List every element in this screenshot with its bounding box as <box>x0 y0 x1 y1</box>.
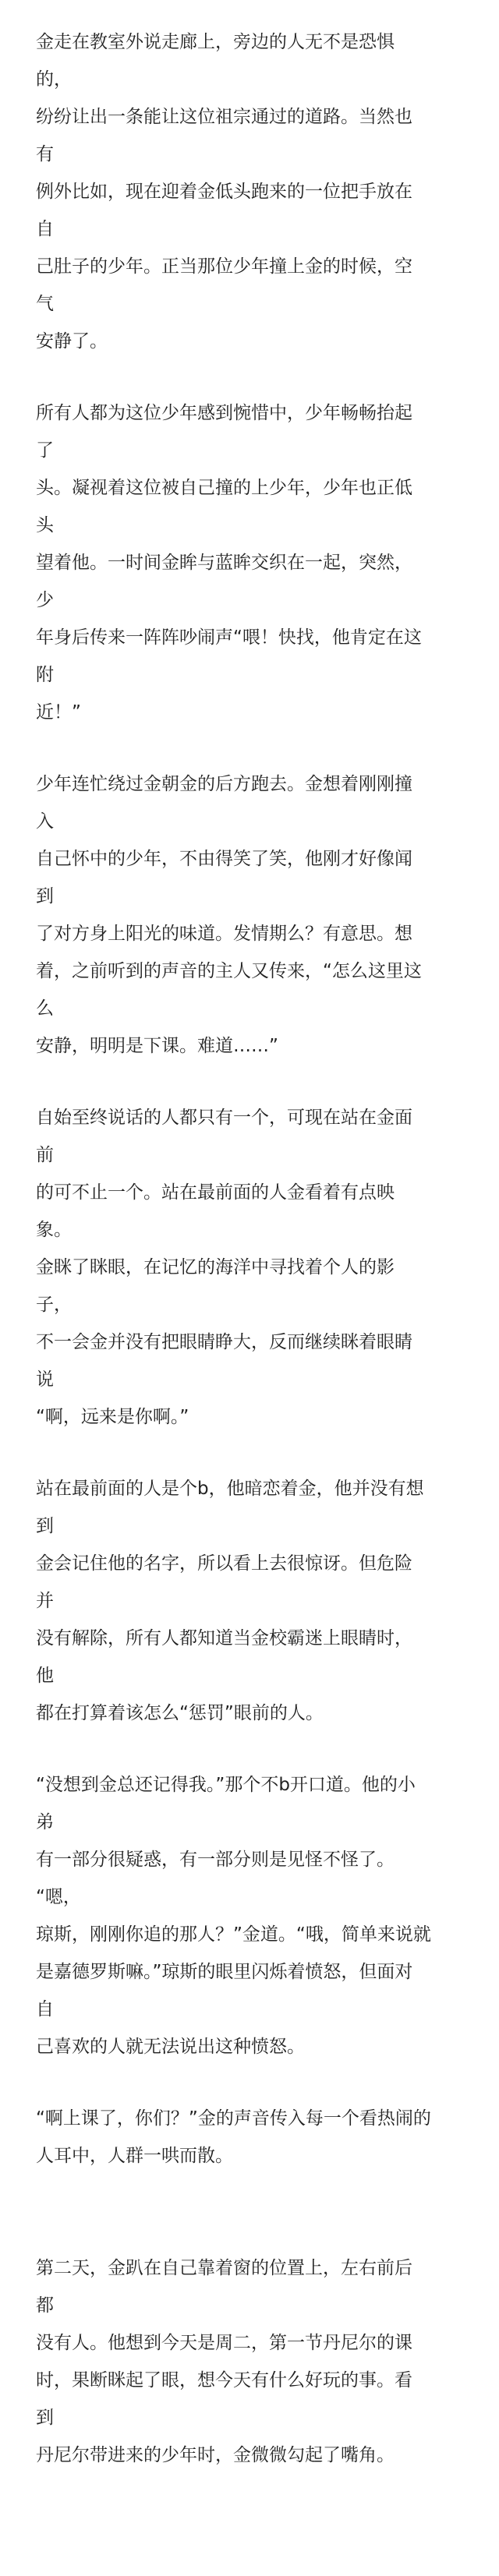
paragraph-1 <box>36 23 465 360</box>
text-line: 安静，明明是下课。难道……” <box>36 1036 278 1056</box>
paragraph-7 <box>36 2100 465 2175</box>
text-line: “没想到金总还记得我。”那个不b开口道。他的小 <box>36 1775 416 1795</box>
text-line: 都 <box>36 2295 54 2316</box>
text-line: 少年连忙绕过金朝金的后方跑去。金想着刚刚撞 <box>36 774 412 794</box>
text-line: 自 <box>36 219 54 239</box>
text-line: 金走在教室外说走廊上，旁边的人无不是恐惧 <box>36 32 395 52</box>
paragraph-6 <box>36 1766 465 2065</box>
text-line: 头 <box>36 515 54 535</box>
text-line: 头。凝视着这位被自己撞的上少年，少年也正低 <box>36 478 412 498</box>
text-line: 是嘉德罗斯嘛。”琼斯的眼里闪烁着愤怒，但面对 <box>36 1962 413 1982</box>
paragraph-5 <box>36 1470 465 1732</box>
paragraph-2 <box>36 394 465 731</box>
text-line: 他 <box>36 1666 54 1686</box>
text-line: 人耳中，人群一哄而散。 <box>36 2146 233 2166</box>
text-line: 年身后传来一阵阵吵闹声“喂！快找，他肯定在这 <box>36 627 422 648</box>
text-line: 望着他。一时间金眸与蓝眸交织在一起，突然， <box>36 553 412 573</box>
text-line: 的， <box>36 69 72 90</box>
text-line: 前 <box>36 1145 54 1165</box>
text-line: 自始至终说话的人都只有一个，可现在站在金面 <box>36 1108 412 1128</box>
text-line: 时，果断眯起了眼，想今天有什么好玩的事。看 <box>36 2370 412 2390</box>
text-line: 附 <box>36 665 54 685</box>
text-line: 不一会金并没有把眼睛睁大，反而继续眯着眼睛 <box>36 1332 412 1352</box>
text-line: 金眯了眯眼，在记忆的海洋中寻找着个人的影 <box>36 1257 395 1277</box>
text-line: 到 <box>36 2408 54 2428</box>
text-line: 子， <box>36 1295 72 1315</box>
text-line: 自己怀中的少年，不由得笑了笑，他刚才好像闻 <box>36 849 412 869</box>
text-line: 琼斯，刚刚你追的那人？”金道。“哦，简单来说就 <box>36 1924 431 1945</box>
text-line: 己肚子的少年。正当那位少年撞上金的时候，空 <box>36 256 412 277</box>
text-line: 己喜欢的人就无法说出这种愤怒。 <box>36 2037 305 2057</box>
text-line: 气 <box>36 294 54 314</box>
text-line: 的可不止一个。站在最前面的人金看着有点映 <box>36 1182 395 1203</box>
text-line: “啊，远来是你啊。” <box>36 1407 189 1427</box>
text-line: 到 <box>36 886 54 906</box>
text-line: 说 <box>36 1369 54 1390</box>
text-line: 有一部分很疑惑，有一部分则是见怪不怪了。 <box>36 1850 395 1870</box>
text-line: 金会记住他的名字，所以看上去很惊讶。但危险 <box>36 1553 412 1574</box>
text-line: 自 <box>36 1999 54 2019</box>
text-line: 象。 <box>36 1220 72 1240</box>
text-line: 纷纷让出一条能让这位祖宗通过的道路。当然也 <box>36 107 412 127</box>
paragraph-3 <box>36 765 465 1065</box>
text-line: 着，之前听到的声音的主人又传来，“怎么这里这 <box>36 961 422 981</box>
text-line: 例外比如，现在迎着金低头跑来的一位把手放在 <box>36 182 412 202</box>
text-line: 没有人。他想到今天是周二，第一节丹尼尔的课 <box>36 2333 412 2353</box>
text-line: 第二天，金趴在自己靠着窗的位置上，左右前后 <box>36 2258 412 2278</box>
text-line: 了对方身上阳光的味道。发情期么？有意思。想 <box>36 924 412 944</box>
text-line: 所有人都为这位少年感到惋惜中，少年畅畅抬起 <box>36 403 412 423</box>
text-line: 没有解除，所有人都知道当金校霸迷上眼睛时， <box>36 1628 412 1648</box>
text-line: 都在打算着该怎么“惩罚”眼前的人。 <box>36 1703 324 1723</box>
text-line: 安静了。 <box>36 331 108 352</box>
text-line: 么 <box>36 998 54 1019</box>
text-line: 近！” <box>36 702 81 723</box>
text-line: 站在最前面的人是个b，他暗恋着金，他并没有想 <box>36 1479 424 1499</box>
text-line: 丹尼尔带进来的少年时，金微微勾起了嘴角。 <box>36 2445 395 2465</box>
text-line: 有 <box>36 144 54 164</box>
text-line: 少 <box>36 590 54 610</box>
text-line: 了 <box>36 440 54 461</box>
paragraph-4 <box>36 1099 465 1436</box>
paragraph-8 <box>36 2249 465 2474</box>
text-line: 弟 <box>36 1812 54 1832</box>
text-line: “啊上课了，你们？”金的声音传入每一个看热闹的 <box>36 2108 431 2129</box>
text-line: 并 <box>36 1591 54 1611</box>
text-line: 到 <box>36 1516 54 1536</box>
text-line: 入 <box>36 811 54 832</box>
text-line: “嗯， <box>36 1887 81 1907</box>
